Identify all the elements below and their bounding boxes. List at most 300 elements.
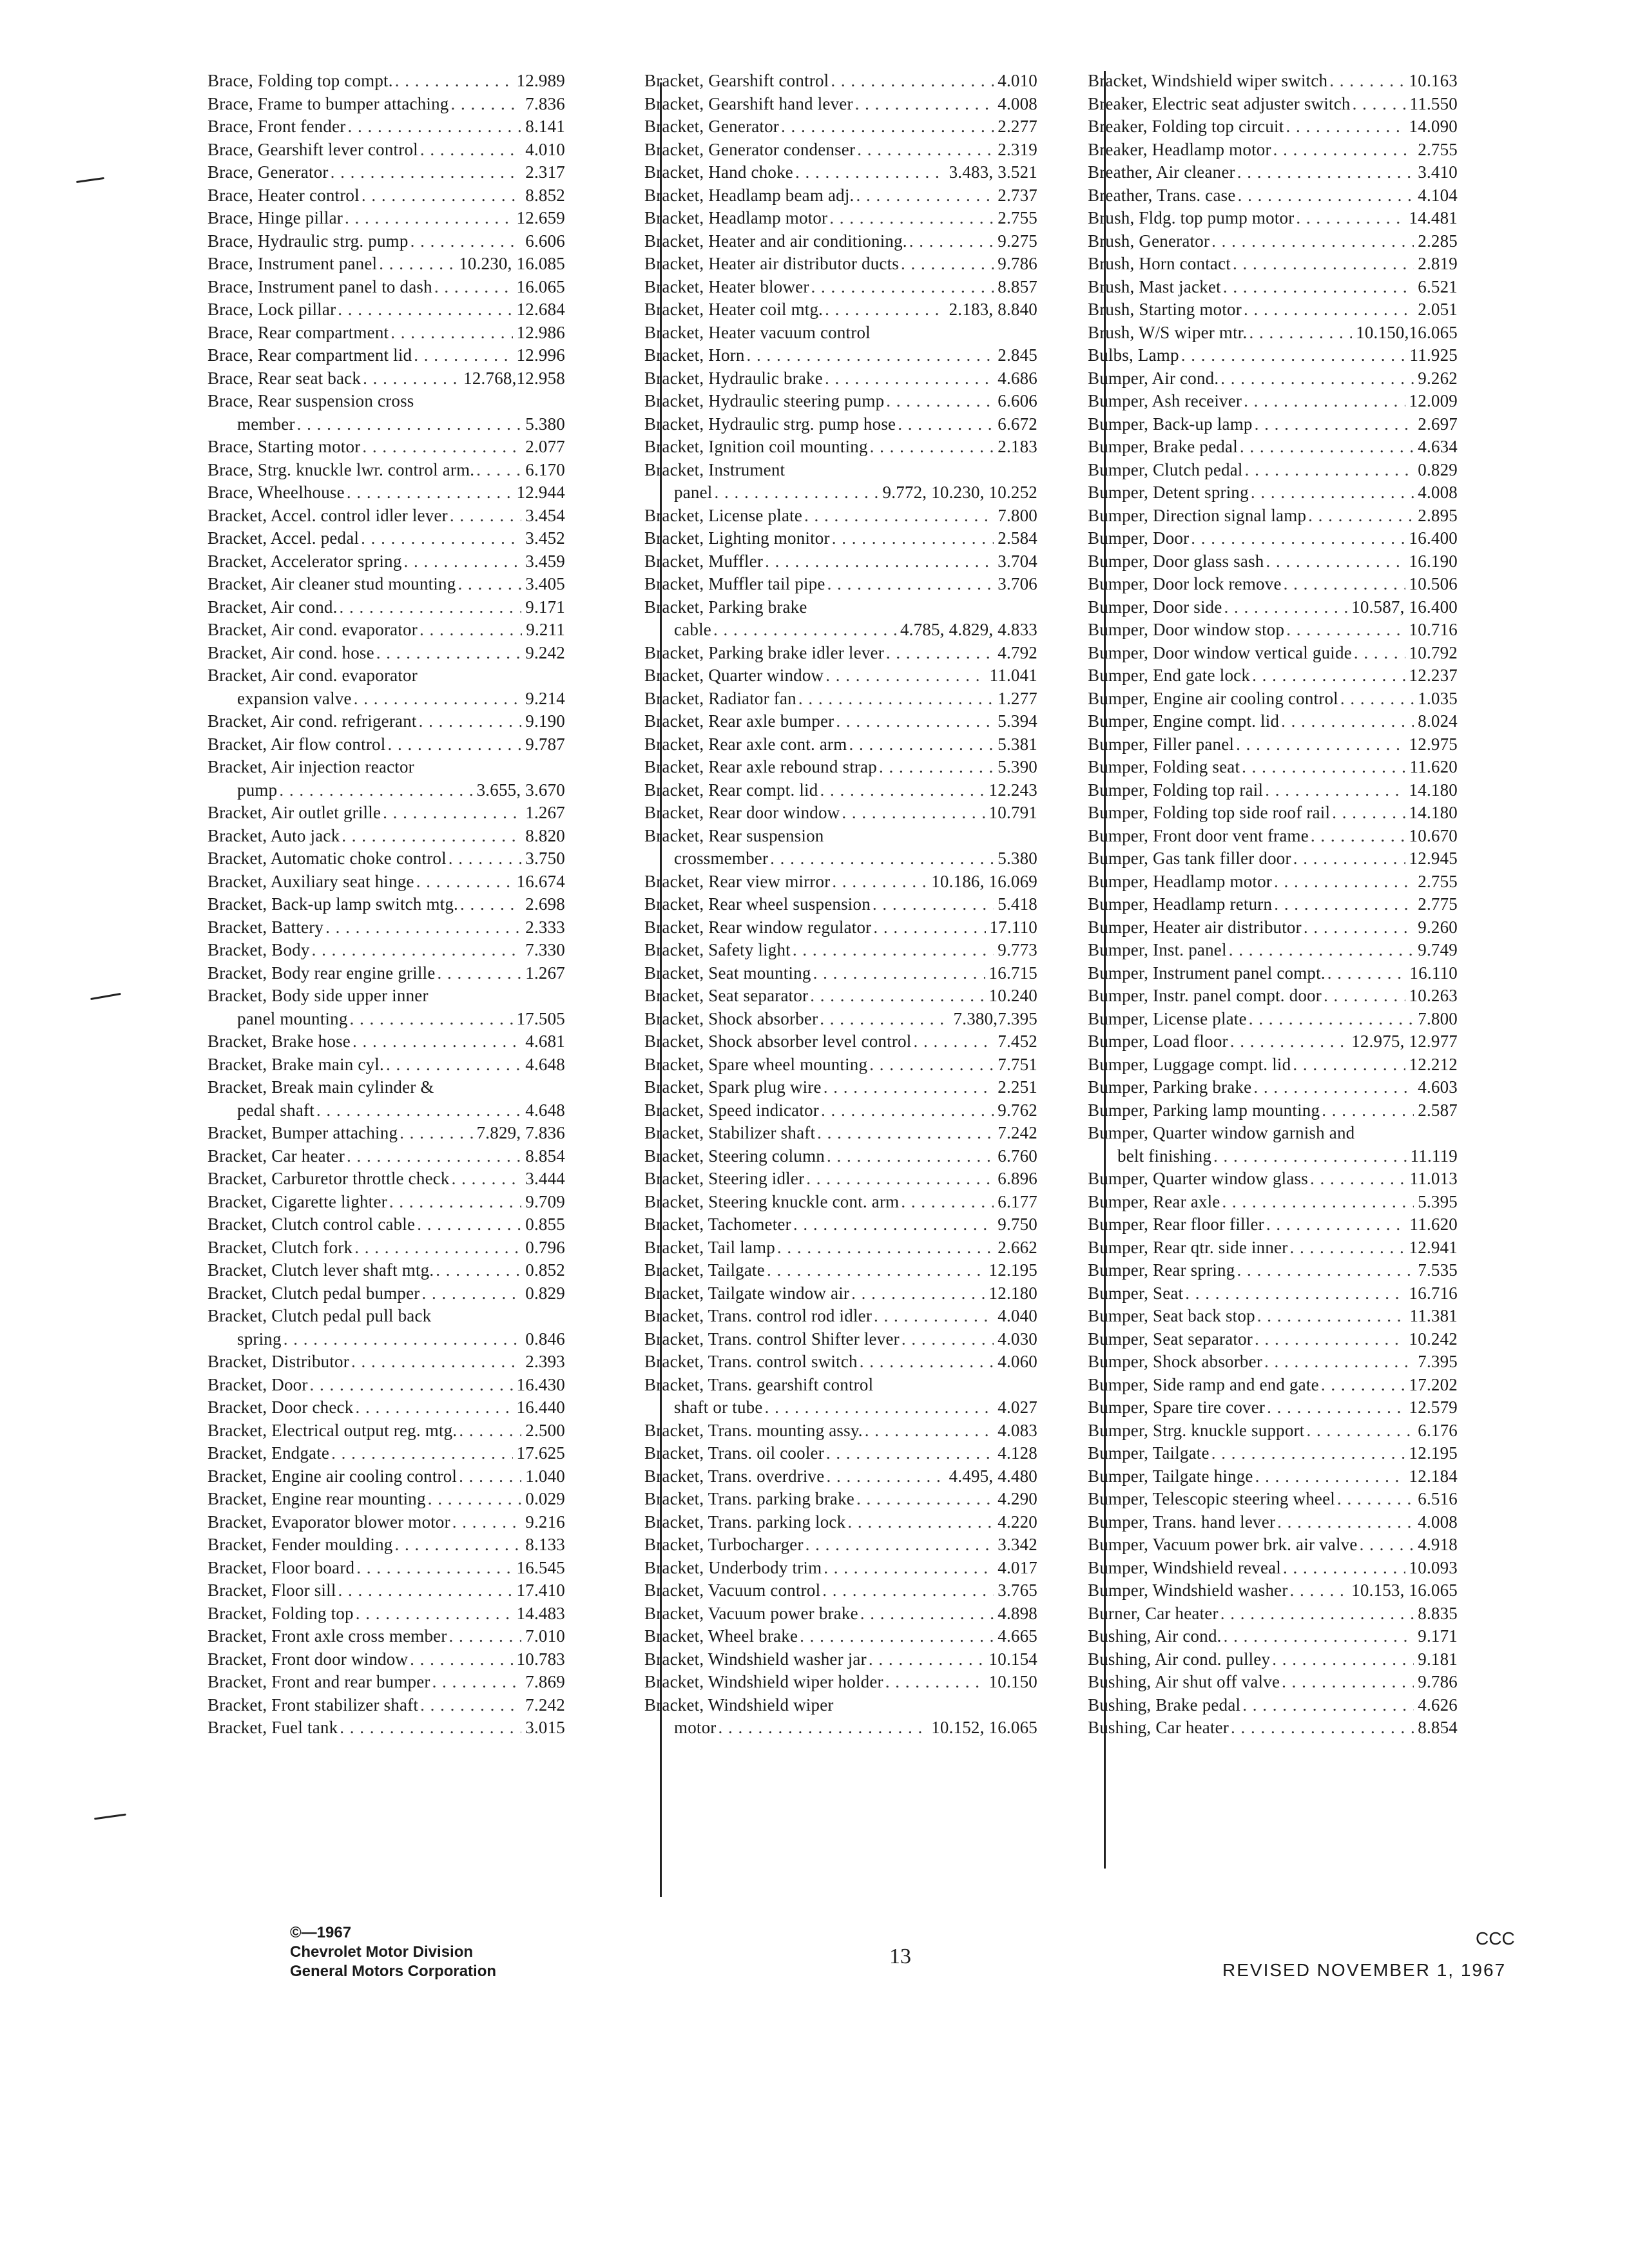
dot-leader (410, 1648, 512, 1671)
entry-value: 12.941 (1409, 1237, 1458, 1257)
index-entry (207, 779, 565, 802)
entry-label: Bracket, Speed indicator (644, 1100, 819, 1120)
dot-leader (325, 916, 521, 939)
dot-leader (765, 1396, 994, 1419)
index-entry (207, 161, 565, 184)
entry-label: Bumper, Door glass sash (1088, 551, 1264, 571)
dot-leader (1222, 1191, 1414, 1214)
entry-label: Bushing, Air cond. pulley (1088, 1649, 1271, 1669)
dot-leader (1296, 207, 1405, 230)
dot-leader (1230, 1030, 1347, 1053)
dot-leader (352, 1030, 521, 1053)
entry-label: Bracket, Distributor (207, 1352, 349, 1371)
entry-value: 9.216 (525, 1512, 565, 1532)
entry-value: 9.275 (998, 231, 1037, 251)
entry-value: 7.800 (1418, 1008, 1458, 1028)
dot-leader (909, 230, 994, 253)
entry-label: belt finishing (1117, 1146, 1212, 1166)
entry-label: Bracket, Engine air cooling control (207, 1466, 458, 1486)
entry-label: Bracket, Heater vacuum control (644, 322, 871, 342)
dot-leader (316, 1099, 521, 1122)
index-entry (644, 870, 1037, 894)
dot-leader (1252, 664, 1405, 687)
index-entry (644, 1648, 1037, 1671)
index-entry (1088, 939, 1458, 962)
entry-value: 4.681 (525, 1032, 565, 1051)
index-entry (207, 1557, 565, 1580)
entry-label: Bumper, Door (1088, 528, 1190, 548)
entry-label: Bumper, Vacuum power brk. air valve (1088, 1535, 1358, 1554)
dot-leader (767, 1259, 985, 1282)
index-entry (644, 1533, 1037, 1557)
entry-label: Bumper, Door side (1088, 597, 1222, 617)
index-entry (1088, 825, 1458, 848)
entry-label: Bracket, Trans. control rod idler (644, 1306, 872, 1325)
entry-value: 2.755 (1418, 139, 1458, 159)
dot-leader (1310, 1168, 1406, 1191)
dot-leader (450, 505, 521, 528)
index-entry (644, 1557, 1037, 1580)
entry-value: 0.852 (525, 1260, 565, 1280)
dot-leader (1249, 1008, 1414, 1031)
dot-leader (432, 1671, 522, 1694)
dot-leader (1237, 161, 1414, 184)
dot-leader (340, 1716, 521, 1740)
index-entry (1088, 1396, 1458, 1419)
entry-label: Brace, Gearshift lever control (207, 139, 418, 159)
entry-value: 3.405 (525, 574, 565, 593)
index-entry (644, 847, 1037, 870)
entry-label: Bracket, Windshield wiper (644, 1695, 834, 1715)
index-entry (644, 985, 1037, 1008)
entry-label: Brace, Strg. knuckle lwr. control arm. (207, 459, 475, 479)
entry-value: 11.550 (1409, 93, 1458, 113)
index-entry (207, 1328, 565, 1351)
index-entry (644, 1488, 1037, 1511)
entry-value: 7.330 (525, 940, 565, 959)
entry-label: Bumper, Ash receiver (1088, 391, 1242, 410)
entry-label: Bumper, Filler panel (1088, 734, 1235, 754)
index-entry (207, 276, 565, 299)
entry-value: 1.267 (525, 963, 565, 983)
dot-leader (1290, 1579, 1348, 1602)
entry-label: Bracket, Parking brake idler lever (644, 642, 884, 662)
index-entry (207, 1374, 565, 1397)
index-entry (1088, 1168, 1458, 1191)
entry-label: Bracket, Body (207, 940, 310, 959)
index-entry (1088, 115, 1458, 139)
dot-leader (793, 1213, 994, 1236)
entry-label: Bracket, Front and rear bumper (207, 1672, 430, 1691)
entry-label: Bushing, Brake pedal (1088, 1695, 1241, 1715)
entry-value: 4.290 (998, 1489, 1037, 1508)
entry-label: Bracket, Spare wheel mounting (644, 1054, 868, 1074)
catalog-code: CCC (1476, 1928, 1515, 1948)
index-entry (207, 1305, 565, 1328)
index-entry (1088, 230, 1458, 253)
entry-label: Bracket, Steering idler (644, 1169, 805, 1188)
entry-value: 2.698 (525, 894, 565, 914)
dot-leader (342, 825, 521, 848)
entry-value: 4.603 (1418, 1077, 1458, 1097)
entry-label: Bracket, Heater air distributor ducts (644, 254, 900, 273)
index-entry (1088, 1213, 1458, 1236)
index-entry (1088, 870, 1458, 894)
dot-leader (810, 985, 985, 1008)
index-entry (644, 1328, 1037, 1351)
entry-label: Bumper, Rear axle (1088, 1191, 1220, 1211)
dot-leader (1185, 1282, 1405, 1305)
entry-value: 11.041 (989, 666, 1037, 685)
dot-leader (347, 481, 513, 505)
dot-leader (312, 939, 522, 962)
index-entry (644, 390, 1037, 413)
dot-leader (1289, 1236, 1405, 1260)
entry-value: 10.150 (988, 1672, 1037, 1691)
index-entry (1088, 298, 1458, 322)
index-entry (1088, 1145, 1458, 1168)
entry-label: Bracket, Trans. mounting assy. (644, 1420, 863, 1440)
entry-label: Bracket, Vacuum power brake (644, 1603, 858, 1623)
entry-value: 16.430 (516, 1374, 565, 1394)
entry-value: 12.579 (1409, 1398, 1458, 1417)
entry-value: 12.945 (1409, 849, 1458, 868)
entry-label: Bracket, Hydraulic brake (644, 368, 823, 388)
entry-value: 4.898 (998, 1603, 1037, 1623)
index-entry (207, 1236, 565, 1260)
entry-label: Bumper, Rear floor filler (1088, 1215, 1264, 1234)
dot-leader (410, 230, 522, 253)
dot-leader (331, 161, 522, 184)
entry-label: Bracket, Trans. control Shifter lever (644, 1329, 900, 1349)
entry-label: Bracket, Clutch pedal bumper (207, 1283, 420, 1303)
dot-leader (340, 596, 522, 619)
entry-label: Bracket, Evaporator blower motor (207, 1512, 450, 1532)
entry-label: Bracket, Hand choke (644, 162, 793, 182)
entry-label: Bracket, Spark plug wire (644, 1077, 822, 1097)
entry-value: 10.506 (1409, 574, 1458, 593)
entry-value: 2.319 (998, 139, 1037, 159)
index-entry (207, 1442, 565, 1465)
entry-label: Bumper, Seat back stop (1088, 1306, 1255, 1325)
dot-leader (1191, 527, 1405, 550)
index-entry (207, 93, 565, 116)
index-entry (207, 322, 565, 345)
index-entry (644, 1350, 1037, 1374)
entry-label: Bracket, Underbody trim (644, 1557, 822, 1577)
index-entry (1088, 1305, 1458, 1328)
index-entry (644, 70, 1037, 93)
dot-leader (417, 1213, 521, 1236)
dot-leader (829, 207, 994, 230)
dot-leader (886, 642, 994, 665)
index-entry (644, 962, 1037, 985)
entry-value: 3.459 (525, 551, 565, 571)
index-entry (1088, 1671, 1458, 1694)
entry-label: Bushing, Air cond. (1088, 1626, 1222, 1646)
index-entry (207, 1625, 565, 1648)
dot-leader (400, 1122, 472, 1145)
entry-label: Bracket, Body side upper inner (207, 986, 429, 1005)
entry-value: 3.655, 3.670 (476, 780, 565, 800)
dot-leader (476, 459, 521, 482)
index-entry (644, 322, 1037, 345)
dot-leader (347, 1145, 521, 1168)
entry-value: 4.027 (998, 1398, 1037, 1417)
dot-leader (452, 1168, 522, 1191)
dot-leader (1253, 1076, 1414, 1099)
entry-value: 6.177 (998, 1191, 1037, 1211)
index-entry (644, 1305, 1037, 1328)
index-entry (1088, 596, 1458, 619)
dot-leader (851, 1282, 985, 1305)
entry-value: 11.013 (1409, 1169, 1458, 1188)
dot-leader (1249, 322, 1352, 345)
dot-leader (1242, 1694, 1414, 1717)
entry-value: 6.606 (998, 391, 1037, 410)
entry-label: Bumper, Parking brake (1088, 1077, 1252, 1097)
index-entry (207, 1419, 565, 1443)
index-entry (644, 664, 1037, 687)
entry-label: Brace, Instrument panel (207, 254, 378, 273)
entry-label: motor (674, 1718, 717, 1737)
entry-label: Bumper, Windshield washer (1088, 1581, 1288, 1600)
entry-value: 9.211 (526, 620, 565, 639)
dot-leader (831, 70, 994, 93)
index-entry (644, 619, 1037, 642)
index-entry (207, 756, 565, 779)
margin-mark (90, 993, 121, 1000)
index-entry (1088, 1191, 1458, 1214)
entry-label: Brush, Starting motor (1088, 300, 1242, 319)
index-entry (1088, 664, 1458, 687)
entry-value: 10.163 (1409, 71, 1458, 90)
index-entry (207, 1213, 565, 1236)
entry-label: Bracket, Heater blower (644, 276, 809, 296)
index-entry (207, 1511, 565, 1534)
entry-label: pedal shaft (237, 1100, 314, 1120)
entry-label: Bumper, Gas tank filler door (1088, 849, 1291, 868)
dot-leader (1286, 115, 1405, 139)
dot-leader (820, 1008, 949, 1031)
entry-label: Bracket, Air injection reactor (207, 757, 414, 776)
dot-leader (428, 1488, 522, 1511)
entry-label: panel (674, 483, 713, 502)
dot-leader (414, 344, 512, 367)
index-entry (644, 1191, 1037, 1214)
entry-value: 2.183 (998, 437, 1037, 456)
index-entry (644, 825, 1037, 848)
entry-value: 5.390 (998, 757, 1037, 776)
entry-label: Bracket, Fuel tank (207, 1718, 338, 1737)
entry-value: 3.765 (998, 1581, 1037, 1600)
entry-label: Brace, Hinge pillar (207, 208, 343, 227)
entry-label: Bracket, Trans. overdrive (644, 1466, 825, 1486)
entry-value: 10.240 (988, 986, 1037, 1005)
entry-label: Brace, Heater control (207, 185, 360, 205)
entry-value: 10.587, 16.400 (1351, 597, 1458, 617)
dot-leader (832, 870, 927, 894)
dot-leader (1273, 139, 1414, 162)
entry-label: Bumper, Headlamp return (1088, 894, 1273, 914)
index-entry (644, 1396, 1037, 1419)
entry-label: Bracket, Body rear engine grille (207, 963, 436, 983)
margin-mark (94, 1814, 126, 1820)
index-entry (207, 1396, 565, 1419)
dot-leader (820, 779, 985, 802)
index-entry (644, 184, 1037, 207)
entry-label: Bracket, Front axle cross member (207, 1626, 447, 1646)
entry-label: Bracket, Air cond. evaporator (207, 620, 418, 639)
entry-label: Bracket, Air cond. (207, 597, 338, 617)
entry-label: Bumper, Clutch pedal (1088, 459, 1243, 479)
dot-leader (770, 847, 994, 870)
index-entry (1088, 367, 1458, 390)
entry-value: 10.783 (516, 1649, 565, 1669)
entry-value: 5.380 (998, 849, 1037, 868)
entry-label: Bracket, Break main cylinder & (207, 1077, 434, 1097)
entry-value: 16.715 (988, 963, 1037, 983)
entry-value: 2.251 (998, 1077, 1037, 1097)
dot-leader (1264, 1350, 1414, 1374)
dot-leader (284, 1328, 522, 1351)
index-column-2 (644, 70, 1037, 1740)
dot-leader (847, 1511, 994, 1534)
entry-value: 16.545 (516, 1557, 565, 1577)
dot-leader (777, 1236, 994, 1260)
index-entry (1088, 505, 1458, 528)
entry-value: 4.686 (998, 368, 1037, 388)
index-entry (644, 93, 1037, 116)
entry-value: 6.606 (525, 231, 565, 251)
entry-value: 16.065 (516, 276, 565, 296)
entry-value: 16.716 (1409, 1283, 1458, 1303)
dot-leader (1229, 939, 1414, 962)
dot-leader (793, 939, 994, 962)
entry-value: 10.186, 16.069 (931, 871, 1037, 891)
entry-value: 12.184 (1409, 1466, 1458, 1486)
entry-value: 6.516 (1418, 1489, 1458, 1508)
dot-leader (1251, 481, 1414, 505)
dot-leader (800, 1625, 994, 1648)
entry-value: 2.755 (998, 208, 1037, 227)
dot-leader (1293, 1053, 1405, 1077)
entry-label: shaft or tube (674, 1398, 763, 1417)
entry-label: Bumper, Seat separator (1088, 1329, 1253, 1349)
dot-leader (419, 710, 522, 733)
dot-leader (827, 573, 994, 596)
entry-value: 5.381 (998, 734, 1037, 754)
dot-leader (1211, 1442, 1405, 1465)
index-entry (644, 802, 1037, 825)
entry-label: Bumper, Air cond. (1088, 368, 1219, 388)
entry-value: 12.009 (1409, 391, 1458, 410)
dot-leader (1286, 619, 1405, 642)
entry-label: member (237, 414, 295, 434)
index-entry (207, 1053, 565, 1077)
entry-value: 5.418 (998, 894, 1037, 914)
entry-value: 12.195 (1409, 1443, 1458, 1463)
index-entry (644, 139, 1037, 162)
entry-value: 17.202 (1409, 1374, 1458, 1394)
dot-leader (1266, 1213, 1406, 1236)
entry-value: 6.176 (1418, 1420, 1458, 1440)
entry-label: Brush, Generator (1088, 231, 1210, 251)
dot-leader (714, 481, 878, 505)
index-entry (1088, 344, 1458, 367)
dot-leader (795, 161, 945, 184)
entry-value: 10.152, 16.065 (931, 1718, 1037, 1737)
index-entry (207, 1099, 565, 1122)
entry-value: 3.452 (525, 528, 565, 548)
dot-leader (1255, 1465, 1405, 1488)
index-entry (644, 1030, 1037, 1053)
index-entry (644, 413, 1037, 436)
entry-value: 7.242 (998, 1123, 1037, 1142)
dot-leader (434, 276, 513, 299)
entry-value: 14.090 (1409, 117, 1458, 136)
entry-value: 1.040 (525, 1466, 565, 1486)
dot-leader (1283, 1557, 1405, 1580)
entry-label: Bumper, Strg. knuckle support (1088, 1420, 1305, 1440)
entry-label: Bracket, Clutch lever shaft mtg. (207, 1260, 434, 1280)
index-entry (644, 527, 1037, 550)
index-entry (644, 367, 1037, 390)
dot-leader (361, 527, 521, 550)
entry-label: Bracket, Muffler (644, 551, 764, 571)
dot-leader (460, 893, 521, 916)
entry-value: 16.440 (516, 1398, 565, 1417)
entry-label: Bracket, Floor board (207, 1557, 355, 1577)
entry-label: Bumper, Folding seat (1088, 757, 1240, 776)
index-entry (644, 1511, 1037, 1534)
entry-value: 6.760 (998, 1146, 1037, 1166)
dot-leader (279, 779, 472, 802)
dot-leader (811, 276, 994, 299)
index-entry (207, 184, 565, 207)
dot-leader (885, 1671, 985, 1694)
entry-label: Bracket, Auto jack (207, 825, 340, 845)
entry-label: Bracket, Accel. control idler lever (207, 505, 448, 525)
dot-leader (1321, 1374, 1405, 1397)
dot-leader (849, 733, 994, 756)
entry-label: Brace, Instrument panel to dash (207, 276, 432, 296)
dot-leader (1213, 1145, 1407, 1168)
dot-leader (825, 664, 985, 687)
dot-leader (345, 207, 513, 230)
index-entry (207, 1122, 565, 1145)
dot-leader (438, 962, 522, 985)
dot-leader (826, 1442, 994, 1465)
dot-leader (1244, 298, 1414, 322)
entry-value: 3.706 (998, 574, 1037, 593)
dot-leader (1304, 916, 1414, 939)
entry-value: 11.381 (1409, 1306, 1458, 1325)
dot-leader (390, 322, 512, 345)
index-entry (644, 1282, 1037, 1305)
entry-value: 10.670 (1409, 825, 1458, 845)
index-entry (644, 1076, 1037, 1099)
entry-value: 8.024 (1418, 711, 1458, 731)
entry-label: Brush, Horn contact (1088, 254, 1231, 273)
entry-label: Bracket, Rear wheel suspension (644, 894, 871, 914)
entry-label: Bracket, Air flow control (207, 734, 386, 754)
dot-leader (901, 1328, 994, 1351)
index-entry (207, 916, 565, 939)
entry-value: 12.243 (988, 780, 1037, 800)
index-entry (207, 207, 565, 230)
entry-value: 4.010 (998, 71, 1037, 90)
